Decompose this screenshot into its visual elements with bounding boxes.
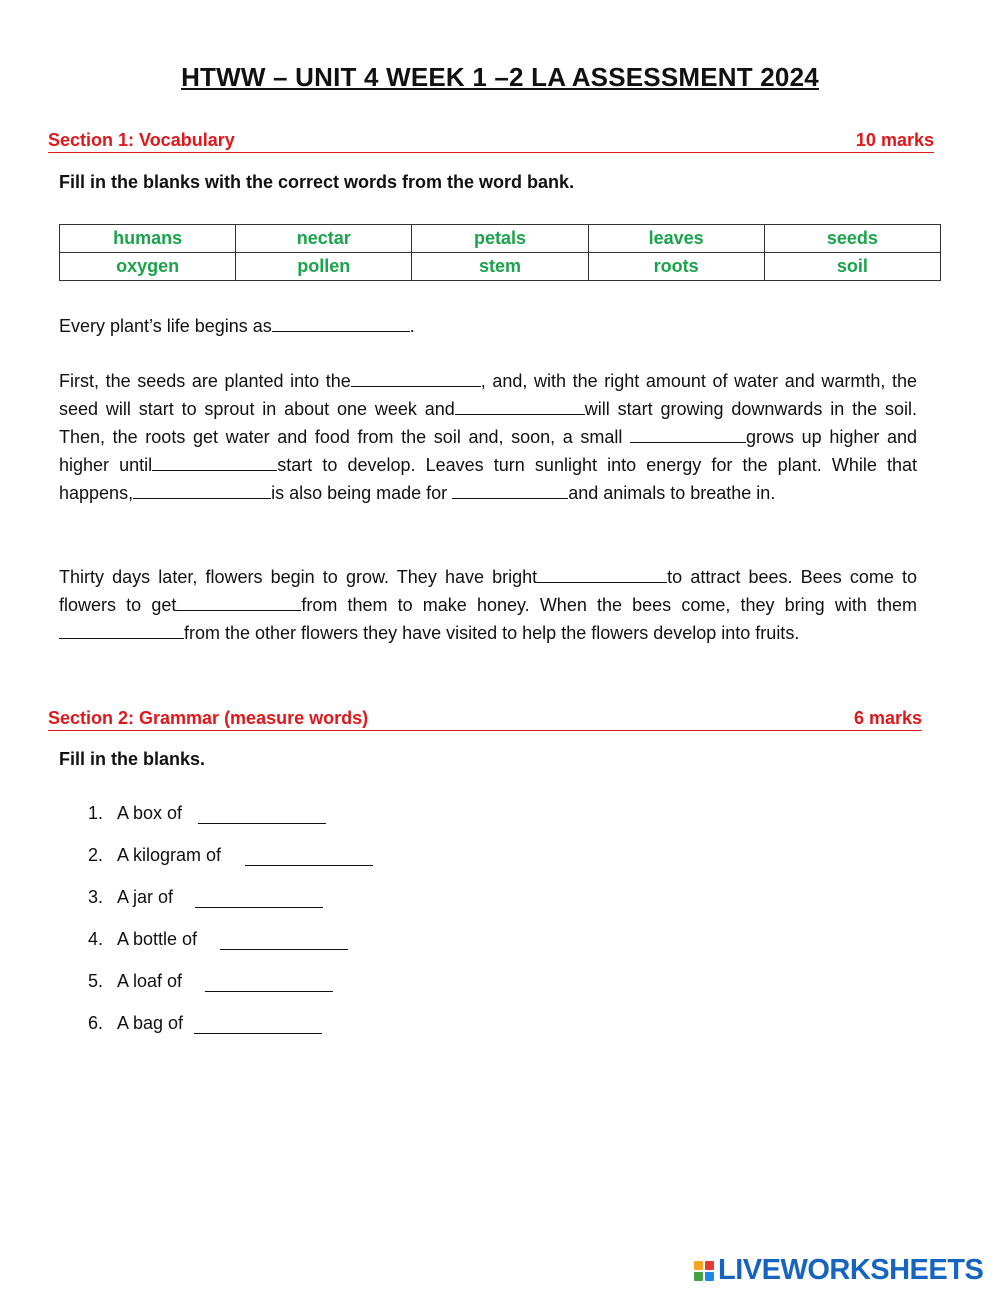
blank-answer[interactable] [59, 620, 184, 639]
paragraph-text: grows up higher and higher until [59, 427, 918, 475]
item-number: 4. [88, 929, 104, 949]
item-text: A loaf of [117, 971, 183, 991]
blank-answer[interactable] [205, 971, 333, 992]
item-text: A box of [117, 803, 183, 823]
paragraph-text: , and, with the right amount of water and warmth, the seed will start to sprout in about one week and [59, 371, 917, 419]
liveworksheets-logo [694, 1254, 983, 1287]
item-number: 1. [88, 803, 104, 823]
list-item [88, 929, 373, 971]
paragraph-text: and animals to breathe in. [568, 483, 776, 503]
word-bank-cell: leaves [588, 225, 764, 253]
paragraph-text: . [409, 316, 415, 336]
blank-answer[interactable] [198, 803, 326, 824]
word-bank-cell: roots [588, 253, 764, 281]
logo-icon [694, 1261, 714, 1281]
blank-answer[interactable] [220, 929, 348, 950]
paragraph-text: start to develop. Leaves turn sunlight into energy for the plant. While that happens, [59, 455, 917, 503]
paragraph-text: First, the seeds are planted into the [59, 371, 351, 391]
blank-answer[interactable] [133, 480, 271, 499]
item-text: A kilogram of [117, 845, 222, 865]
word-bank-cell: humans [60, 225, 236, 253]
paragraph-3 [59, 563, 917, 647]
blank-answer[interactable] [245, 845, 373, 866]
word-bank-cell: petals [412, 225, 588, 253]
section2-instruction: Fill in the blanks. [59, 749, 206, 769]
blank-answer[interactable] [537, 564, 667, 583]
paragraph-text: will start growing downwards in the soil. Then, the roots get water and food from the soil and, soon, a small [59, 399, 917, 447]
blank-answer[interactable] [351, 368, 481, 387]
paragraph-1 [59, 312, 917, 340]
blank-answer[interactable] [152, 452, 277, 471]
section1-title: Section 1: Vocabulary [48, 130, 235, 150]
list-item [88, 887, 373, 929]
list-item [88, 803, 373, 845]
blank-answer[interactable] [630, 424, 746, 443]
paragraph-text: from the other flowers they have visited to help the flowers develop into fruits. [184, 623, 800, 643]
item-number: 3. [88, 887, 104, 907]
page-title: HTWW – UNIT 4 WEEK 1 –2 LA ASSESSMENT 2024 [181, 62, 819, 92]
logo-text: LIVEWORKSHEETS [718, 1254, 984, 1286]
list-item [88, 1013, 373, 1055]
blank-answer[interactable] [176, 592, 301, 611]
blank-answer[interactable] [272, 313, 410, 332]
word-bank-cell: soil [764, 253, 940, 281]
item-text: A bag of [117, 1013, 184, 1033]
section2-heading [48, 705, 922, 731]
section1-marks: 10 marks [855, 130, 934, 150]
section1-instruction: Fill in the blanks with the correct words from the word bank. [59, 172, 575, 192]
section2-marks: 6 marks [853, 708, 922, 728]
word-bank-cell: seeds [764, 225, 940, 253]
blank-answer[interactable] [455, 396, 585, 415]
paragraph-text: from them to make honey. When the bees come, they bring with them [301, 595, 917, 615]
word-bank-cell: oxygen [60, 253, 236, 281]
item-number: 6. [88, 1013, 104, 1033]
section1-heading [48, 127, 934, 153]
item-number: 2. [88, 845, 104, 865]
word-bank-table [59, 224, 941, 281]
blank-answer[interactable] [194, 1013, 322, 1034]
blank-answer[interactable] [452, 480, 568, 499]
paragraph-2 [59, 367, 917, 507]
section2-title: Section 2: Grammar (measure words) [48, 708, 369, 728]
paragraph-text: is also being made for [271, 483, 453, 503]
word-bank-cell: nectar [236, 225, 412, 253]
paragraph-text: to attract bees. Bees come to flowers to get [59, 567, 917, 615]
item-text: A jar of [117, 887, 174, 907]
grammar-list [88, 803, 373, 1055]
word-bank-cell: stem [412, 253, 588, 281]
blank-answer[interactable] [195, 887, 323, 908]
word-bank-row [60, 253, 941, 281]
item-text: A bottle of [117, 929, 198, 949]
list-item [88, 845, 373, 887]
word-bank-row [60, 225, 941, 253]
paragraph-text: Every plant’s life begins as [59, 316, 272, 336]
list-item [88, 971, 373, 1013]
word-bank-cell: pollen [236, 253, 412, 281]
item-number: 5. [88, 971, 104, 991]
paragraph-text: Thirty days later, flowers begin to grow. They have bright [59, 567, 538, 587]
